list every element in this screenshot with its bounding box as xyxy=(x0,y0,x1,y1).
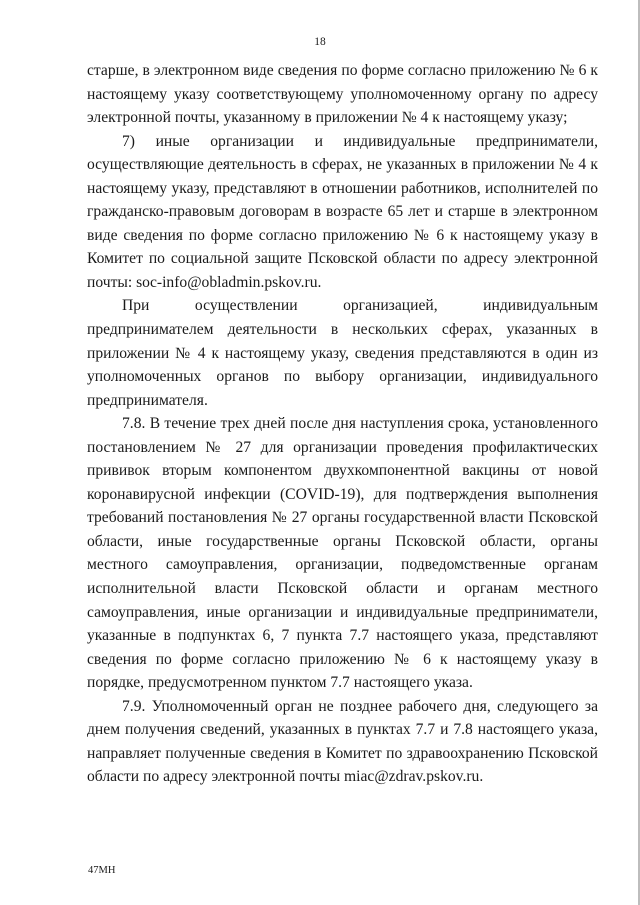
document-code: 47МН xyxy=(88,865,116,876)
paragraph-clause-7-9: 7.9. Уполномоченный орган не позднее рабочего дня, следующего за днем получения сведений, указанных в пунктах 7.7 и 7.8 настоящего указа, направляет полученные сведения в Комитет по здравоохранению Псковской области по адресу электронной почты miac@zdrav.pskov.ru. xyxy=(87,697,598,786)
paragraph-item-7: 7) иные организации и индивидуальные предприниматели, осуществляющие деятельность в сферах, не указанных в приложении № 4 к настоящему указу, представляют в отношении работников, исполнителей по гражданско-правовым договорам в возрасте 65 лет и старше в электронном виде сведения по форме согласно приложению № 6 к настоящему указу в Комитет по социальной защите Псковской области по адресу электронной почты: soc-info@obladmin.pskov.ru. xyxy=(87,132,598,291)
paragraph-multiple-spheres: При осуществлении организацией, индивидуальным предпринимателем деятельности в нескольких сферах, указанных в приложении № 4 к настоящему указу, сведения представляются в один из уполномоченных органов по выбору организации, индивидуального предпринимателя. xyxy=(87,297,598,409)
page-number: 18 xyxy=(314,36,326,48)
paragraph-clause-7-8: 7.8. В течение трех дней после дня наступления срока, установленного постановлением № 27 для организации проведения профилактических прививок вторым компонентом двухкомпонентной вакцины от новой коронавирусной инфекции (COVID-19), для подтверждения выполнения требований постановления № 27 органы государственной власти Псковской области, иные государственные органы Псковской области, органы местного самоуправления, организации, подведомственные органам исполнительной власти Псковской области и органам местного самоуправления, иные организации и индивидуальные предприниматели, указанные в подпунктах 6, 7 пункта 7.7 настоящего указа, представляют сведения по форме согласно приложению № 6 к настоящему указу в порядке, предусмотренном пунктом 7.7 настоящего указа. xyxy=(87,415,598,692)
document-body xyxy=(87,59,598,789)
paragraph-continuation: старше, в электронном виде сведения по форме согласно приложению № 6 к настоящему указу соответствующему уполномоченному органу по адресу электронной почты, указанному в приложении № 4 к настоящему указу; xyxy=(87,62,598,127)
